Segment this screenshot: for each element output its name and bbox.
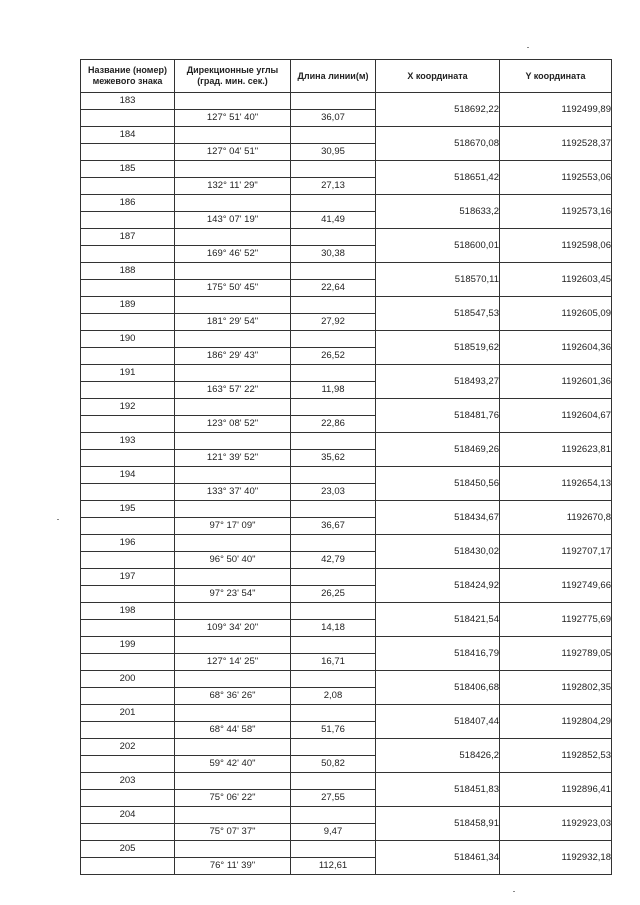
table-row — [81, 637, 612, 654]
y-coordinate-cell: 1192852,53 — [500, 739, 612, 773]
angle-cell: 68° 36' 26" — [175, 688, 291, 705]
empty-cell — [81, 586, 175, 603]
point-name-cell: 194 — [81, 467, 175, 484]
y-coordinate-cell: 1192605,09 — [500, 297, 612, 331]
y-coordinate-cell: 1192553,06 — [500, 161, 612, 195]
header-x: X координата — [376, 60, 500, 93]
empty-cell — [81, 246, 175, 263]
empty-cell — [175, 501, 291, 518]
empty-cell — [175, 365, 291, 382]
empty-cell — [291, 773, 376, 790]
empty-cell — [291, 841, 376, 858]
x-coordinate-cell: 518692,22 — [376, 93, 500, 127]
x-coordinate-cell: 518493,27 — [376, 365, 500, 399]
angle-cell: 127° 04' 51" — [175, 144, 291, 161]
y-coordinate-cell: 1192623,81 — [500, 433, 612, 467]
empty-cell — [175, 93, 291, 110]
point-name-cell: 203 — [81, 773, 175, 790]
empty-cell — [175, 433, 291, 450]
table-row — [81, 841, 612, 858]
y-coordinate-cell: 1192707,17 — [500, 535, 612, 569]
empty-cell — [175, 773, 291, 790]
angle-cell: 132° 11' 29" — [175, 178, 291, 195]
angle-cell: 109° 34' 20" — [175, 620, 291, 637]
length-cell: 26,25 — [291, 586, 376, 603]
angle-cell: 68° 44' 58" — [175, 722, 291, 739]
length-cell: 26,52 — [291, 348, 376, 365]
angle-cell: 121° 39' 52" — [175, 450, 291, 467]
empty-cell — [81, 518, 175, 535]
empty-cell — [291, 671, 376, 688]
table-row — [81, 467, 612, 484]
length-cell: 36,07 — [291, 110, 376, 127]
empty-cell — [291, 263, 376, 280]
header-y: Y координата — [500, 60, 612, 93]
y-coordinate-cell: 1192670,8 — [500, 501, 612, 535]
table-row — [81, 93, 612, 110]
scan-speck — [513, 891, 515, 892]
length-cell: 14,18 — [291, 620, 376, 637]
header-angle: Дирекционные углы (град. мин. сек.) — [175, 60, 291, 93]
length-cell: 35,62 — [291, 450, 376, 467]
empty-cell — [291, 229, 376, 246]
empty-cell — [175, 229, 291, 246]
y-coordinate-cell: 1192499,89 — [500, 93, 612, 127]
table-row — [81, 263, 612, 280]
y-coordinate-cell: 1192601,36 — [500, 365, 612, 399]
point-name-cell: 191 — [81, 365, 175, 382]
x-coordinate-cell: 518424,92 — [376, 569, 500, 603]
angle-cell: 133° 37' 40" — [175, 484, 291, 501]
x-coordinate-cell: 518469,26 — [376, 433, 500, 467]
angle-cell: 175° 50' 45" — [175, 280, 291, 297]
empty-cell — [175, 637, 291, 654]
table-row — [81, 603, 612, 620]
boundary-coordinates-table — [80, 59, 612, 875]
empty-cell — [175, 841, 291, 858]
x-coordinate-cell: 518426,2 — [376, 739, 500, 773]
x-coordinate-cell: 518451,83 — [376, 773, 500, 807]
empty-cell — [175, 467, 291, 484]
empty-cell — [175, 161, 291, 178]
length-cell: 22,86 — [291, 416, 376, 433]
x-coordinate-cell: 518519,62 — [376, 331, 500, 365]
empty-cell — [175, 263, 291, 280]
angle-cell: 169° 46' 52" — [175, 246, 291, 263]
empty-cell — [81, 348, 175, 365]
angle-cell: 76° 11' 39" — [175, 858, 291, 875]
angle-cell: 186° 29' 43" — [175, 348, 291, 365]
empty-cell — [291, 195, 376, 212]
table-row — [81, 535, 612, 552]
table-row — [81, 773, 612, 790]
x-coordinate-cell: 518416,79 — [376, 637, 500, 671]
empty-cell — [81, 654, 175, 671]
x-coordinate-cell: 518407,44 — [376, 705, 500, 739]
empty-cell — [175, 807, 291, 824]
header-name: Название (номер) межевого знака — [81, 60, 175, 93]
empty-cell — [291, 807, 376, 824]
table-row — [81, 331, 612, 348]
length-cell: 22,64 — [291, 280, 376, 297]
table-row — [81, 433, 612, 450]
x-coordinate-cell: 518651,42 — [376, 161, 500, 195]
y-coordinate-cell: 1192804,29 — [500, 705, 612, 739]
x-coordinate-cell: 518421,54 — [376, 603, 500, 637]
length-cell: 30,38 — [291, 246, 376, 263]
empty-cell — [81, 178, 175, 195]
angle-cell: 127° 14' 25" — [175, 654, 291, 671]
empty-cell — [175, 195, 291, 212]
empty-cell — [291, 127, 376, 144]
y-coordinate-cell: 1192923,03 — [500, 807, 612, 841]
empty-cell — [175, 399, 291, 416]
empty-cell — [291, 501, 376, 518]
table-row — [81, 705, 612, 722]
length-cell: 2,08 — [291, 688, 376, 705]
empty-cell — [81, 382, 175, 399]
x-coordinate-cell: 518450,56 — [376, 467, 500, 501]
length-cell: 9,47 — [291, 824, 376, 841]
x-coordinate-cell: 518547,53 — [376, 297, 500, 331]
y-coordinate-cell: 1192603,45 — [500, 263, 612, 297]
empty-cell — [291, 637, 376, 654]
empty-cell — [81, 790, 175, 807]
point-name-cell: 199 — [81, 637, 175, 654]
angle-cell: 96° 50' 40" — [175, 552, 291, 569]
point-name-cell: 195 — [81, 501, 175, 518]
table-header-row — [81, 60, 612, 93]
empty-cell — [291, 569, 376, 586]
point-name-cell: 192 — [81, 399, 175, 416]
table-body — [81, 93, 612, 875]
empty-cell — [81, 416, 175, 433]
x-coordinate-cell: 518434,67 — [376, 501, 500, 535]
table-row — [81, 807, 612, 824]
empty-cell — [81, 688, 175, 705]
angle-cell: 59° 42' 40" — [175, 756, 291, 773]
angle-cell: 97° 17' 09" — [175, 518, 291, 535]
point-name-cell: 188 — [81, 263, 175, 280]
empty-cell — [175, 705, 291, 722]
table-row — [81, 569, 612, 586]
x-coordinate-cell: 518461,34 — [376, 841, 500, 875]
empty-cell — [175, 127, 291, 144]
x-coordinate-cell: 518570,11 — [376, 263, 500, 297]
empty-cell — [175, 603, 291, 620]
length-cell: 41,49 — [291, 212, 376, 229]
table-row — [81, 161, 612, 178]
empty-cell — [291, 433, 376, 450]
y-coordinate-cell: 1192896,41 — [500, 773, 612, 807]
empty-cell — [291, 161, 376, 178]
y-coordinate-cell: 1192654,13 — [500, 467, 612, 501]
empty-cell — [81, 858, 175, 875]
empty-cell — [291, 93, 376, 110]
point-name-cell: 193 — [81, 433, 175, 450]
empty-cell — [175, 671, 291, 688]
length-cell: 112,61 — [291, 858, 376, 875]
y-coordinate-cell: 1192598,06 — [500, 229, 612, 263]
point-name-cell: 190 — [81, 331, 175, 348]
length-cell: 27,55 — [291, 790, 376, 807]
empty-cell — [291, 535, 376, 552]
empty-cell — [291, 331, 376, 348]
x-coordinate-cell: 518670,08 — [376, 127, 500, 161]
angle-cell: 75° 07' 37" — [175, 824, 291, 841]
length-cell: 11,98 — [291, 382, 376, 399]
empty-cell — [81, 484, 175, 501]
angle-cell: 163° 57' 22" — [175, 382, 291, 399]
point-name-cell: 189 — [81, 297, 175, 314]
point-name-cell: 196 — [81, 535, 175, 552]
y-coordinate-cell: 1192573,16 — [500, 195, 612, 229]
table-row — [81, 127, 612, 144]
y-coordinate-cell: 1192775,69 — [500, 603, 612, 637]
angle-cell: 143° 07' 19" — [175, 212, 291, 229]
length-cell: 30,95 — [291, 144, 376, 161]
angle-cell: 123° 08' 52" — [175, 416, 291, 433]
length-cell: 36,67 — [291, 518, 376, 535]
angle-cell: 181° 29' 54" — [175, 314, 291, 331]
empty-cell — [291, 297, 376, 314]
point-name-cell: 198 — [81, 603, 175, 620]
table-row — [81, 399, 612, 416]
point-name-cell: 197 — [81, 569, 175, 586]
y-coordinate-cell: 1192749,66 — [500, 569, 612, 603]
empty-cell — [81, 620, 175, 637]
empty-cell — [291, 739, 376, 756]
empty-cell — [81, 212, 175, 229]
y-coordinate-cell: 1192802,35 — [500, 671, 612, 705]
point-name-cell: 201 — [81, 705, 175, 722]
x-coordinate-cell: 518600,01 — [376, 229, 500, 263]
length-cell: 51,76 — [291, 722, 376, 739]
length-cell: 27,13 — [291, 178, 376, 195]
empty-cell — [81, 552, 175, 569]
length-cell: 42,79 — [291, 552, 376, 569]
point-name-cell: 186 — [81, 195, 175, 212]
x-coordinate-cell: 518406,68 — [376, 671, 500, 705]
scan-speck — [57, 519, 59, 520]
point-name-cell: 183 — [81, 93, 175, 110]
x-coordinate-cell: 518430,02 — [376, 535, 500, 569]
point-name-cell: 184 — [81, 127, 175, 144]
point-name-cell: 187 — [81, 229, 175, 246]
x-coordinate-cell: 518481,76 — [376, 399, 500, 433]
point-name-cell: 185 — [81, 161, 175, 178]
empty-cell — [291, 705, 376, 722]
table-row — [81, 739, 612, 756]
table-row — [81, 297, 612, 314]
length-cell: 27,92 — [291, 314, 376, 331]
table-row — [81, 195, 612, 212]
point-name-cell: 205 — [81, 841, 175, 858]
table-row — [81, 671, 612, 688]
table-row — [81, 501, 612, 518]
y-coordinate-cell: 1192528,37 — [500, 127, 612, 161]
empty-cell — [175, 297, 291, 314]
length-cell: 50,82 — [291, 756, 376, 773]
empty-cell — [81, 144, 175, 161]
header-length: Длина линии(м) — [291, 60, 376, 93]
y-coordinate-cell: 1192789,05 — [500, 637, 612, 671]
empty-cell — [175, 739, 291, 756]
empty-cell — [291, 603, 376, 620]
angle-cell: 127° 51' 40" — [175, 110, 291, 127]
x-coordinate-cell: 518458,91 — [376, 807, 500, 841]
angle-cell: 97° 23' 54" — [175, 586, 291, 603]
empty-cell — [291, 399, 376, 416]
empty-cell — [175, 331, 291, 348]
empty-cell — [175, 569, 291, 586]
point-name-cell: 202 — [81, 739, 175, 756]
empty-cell — [175, 535, 291, 552]
empty-cell — [81, 314, 175, 331]
length-cell: 23,03 — [291, 484, 376, 501]
empty-cell — [291, 365, 376, 382]
y-coordinate-cell: 1192604,67 — [500, 399, 612, 433]
point-name-cell: 200 — [81, 671, 175, 688]
angle-cell: 75° 06' 22" — [175, 790, 291, 807]
empty-cell — [81, 110, 175, 127]
empty-cell — [291, 467, 376, 484]
scan-speck — [527, 47, 529, 48]
y-coordinate-cell: 1192932,18 — [500, 841, 612, 875]
empty-cell — [81, 756, 175, 773]
empty-cell — [81, 722, 175, 739]
length-cell: 16,71 — [291, 654, 376, 671]
table-row — [81, 229, 612, 246]
x-coordinate-cell: 518633,2 — [376, 195, 500, 229]
empty-cell — [81, 280, 175, 297]
table-row — [81, 365, 612, 382]
empty-cell — [81, 450, 175, 467]
y-coordinate-cell: 1192604,36 — [500, 331, 612, 365]
empty-cell — [81, 824, 175, 841]
point-name-cell: 204 — [81, 807, 175, 824]
